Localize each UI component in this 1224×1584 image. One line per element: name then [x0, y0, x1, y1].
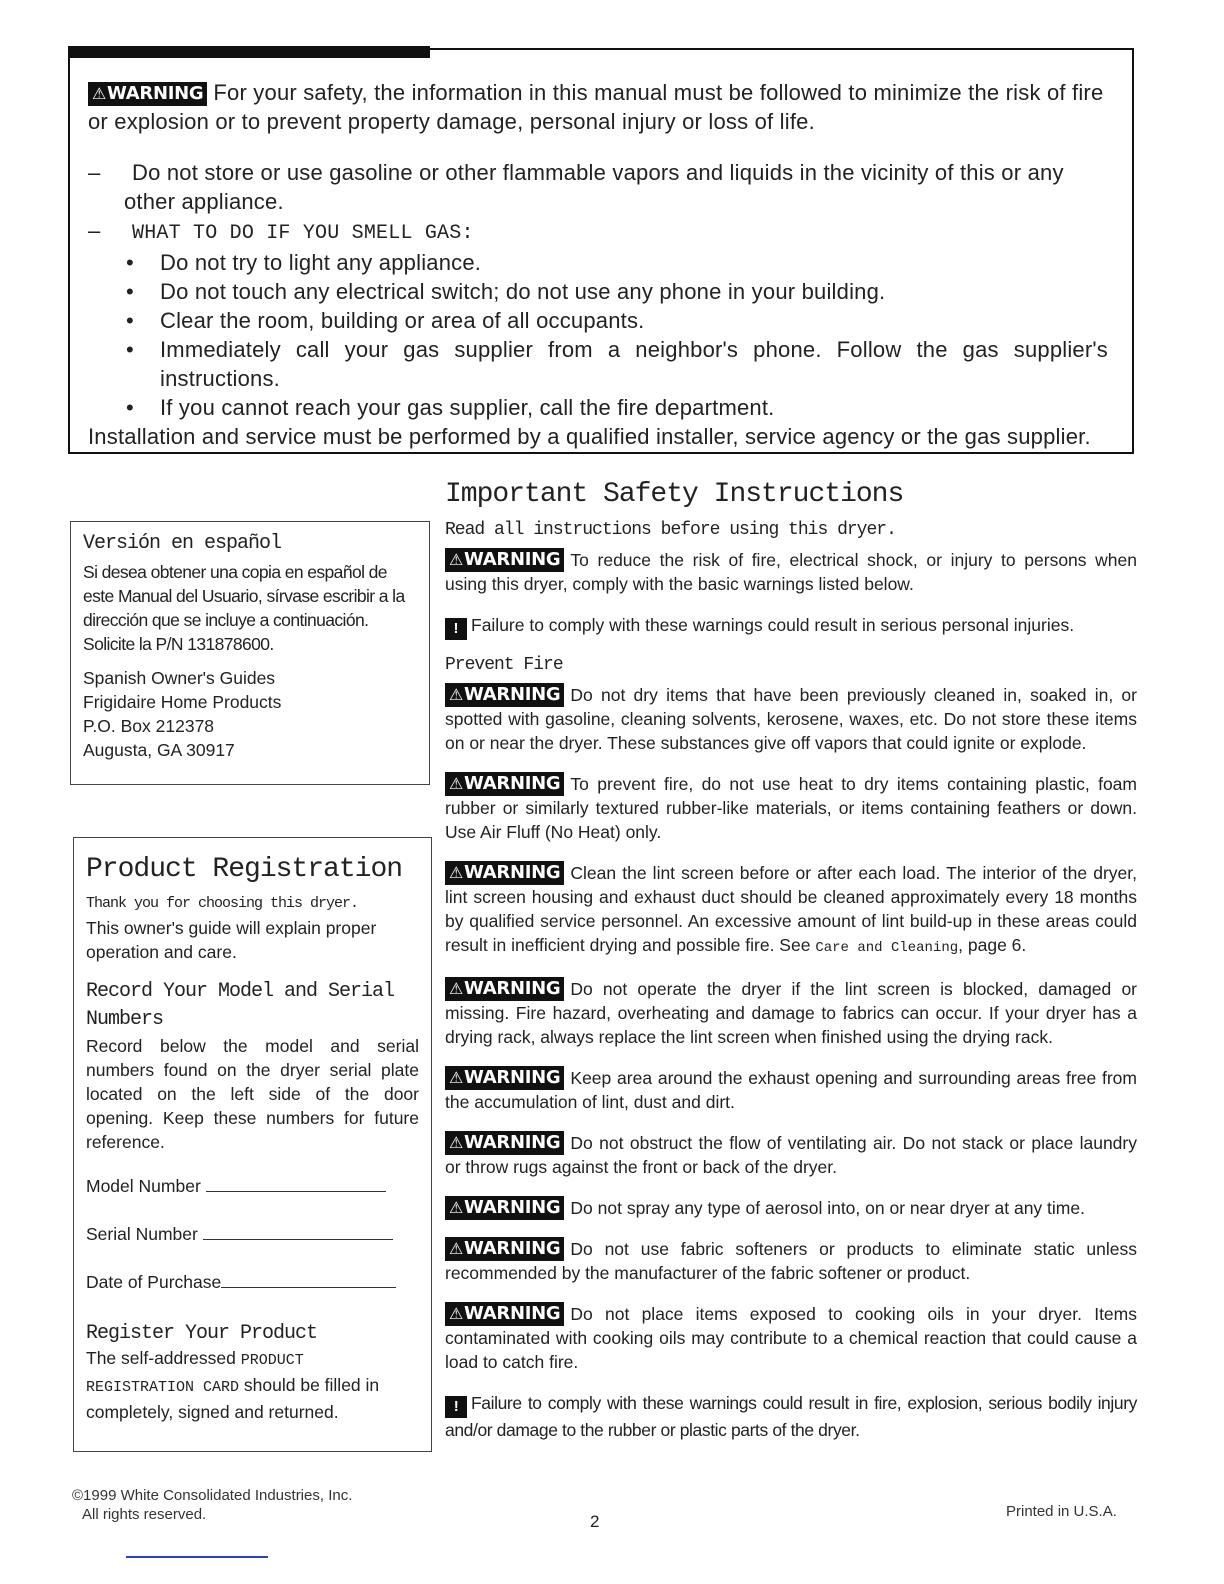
spanish-address [83, 666, 417, 762]
address-line: Augusta, GA 30917 [83, 740, 235, 760]
field-label: Model Number [86, 1176, 201, 1196]
prevent-fire-heading: Prevent Fire [445, 655, 563, 675]
caution-paragraph: ! Failure to comply with these warnings could result in fire, explosion, serious bodily injury and/or damage to the rubber or plastic parts of the dryer. [445, 1393, 1137, 1440]
gas-warning-footer: Installation and service must be performed by a qualified installer, service agency or the gas supplier. [88, 424, 1091, 449]
warning-triangle-icon: ⚠ [449, 1068, 464, 1087]
spanish-title: Versión en español [83, 532, 282, 555]
warning-paragraph: ⚠WARNING Do not dry items that have been previously cleaned in, soaked in, or spotted with gasoline, cleaning solvents, kerosene, waxes, etc. Do not store these items on or near the dryer. These substances give off vapors that could ignite or explode. [445, 684, 1137, 753]
field-label: Date of Purchase [86, 1272, 222, 1292]
warning-badge: ⚠WARNING [445, 548, 564, 572]
register-body: The self-addressed PRODUCT REGISTRATION CARD should be filled in completely, signed and returned. [86, 1348, 380, 1422]
warning-paragraph: ⚠WARNING Do not obstruct the flow of ventilating air. Do not stack or place laundry or throw rugs against the front or back of the dryer. [445, 1132, 1137, 1177]
warning-badge: ⚠WARNING [88, 82, 207, 106]
warning-triangle-icon: ⚠ [449, 774, 464, 793]
gas-warning-box [68, 48, 1134, 454]
safety-title: Important Safety Instructions [445, 479, 904, 510]
gas-warning-item: – Do not store or use gasoline or other flammable vapors and liquids in the vicinity of this or any other appliance. [88, 160, 1064, 214]
field-label: Serial Number [86, 1224, 198, 1244]
link-underline [126, 1556, 268, 1558]
list-item: • Clear the room, building or area of all occupants. [160, 306, 1108, 335]
gas-warning-intro: ⚠WARNING For your safety, the information in this manual must be followed to minimize the risk of fire or explosion or to prevent property damage, personal injury or loss of life. [88, 80, 1104, 134]
warning-paragraph: ⚠WARNING Do not place items exposed to cooking oils in your dryer. Items contaminated with cooking oils may contribute to a chemical reaction that could cause a load to catch fire. [445, 1303, 1137, 1372]
gas-warning-item: – WHAT TO DO IF YOU SMELL GAS: [88, 218, 474, 245]
copyright-line: All rights reserved. [82, 1506, 207, 1523]
warning-paragraph: ⚠WARNING Clean the lint screen before or after each load. The interior of the dryer, lint screen housing and exhaust duct should be cleaned approximately every 18 months by qualified service personnel. An excessive amount of lint build-up in these areas could result in inefficient drying and possible fire. See Care and Cleaning, page 6. [445, 862, 1137, 956]
spanish-body: Si desea obtener una copia en español de este Manual del Usuario, sírvase escribir a la dirección que se incluye a continuación. Solicite la P/N 131878600. [83, 562, 405, 654]
warning-badge: ⚠WARNING [445, 1196, 564, 1220]
address-line: P.O. Box 212378 [83, 716, 215, 736]
registration-title: Product Registration [86, 854, 403, 885]
warning-badge: ⚠WARNING [445, 1302, 564, 1326]
serial-number-field[interactable] [86, 1222, 419, 1246]
warning-triangle-icon: ⚠ [449, 1133, 464, 1152]
warning-triangle-icon: ⚠ [92, 84, 107, 103]
copyright [72, 1486, 352, 1524]
warning-badge: ⚠WARNING [445, 683, 564, 707]
warning-badge: ⚠WARNING [445, 772, 564, 796]
warning-triangle-icon: ⚠ [449, 1239, 464, 1258]
safety-instructions [445, 478, 1137, 1459]
warning-paragraph: ⚠WARNING Do not use fabric softeners or products to eliminate static unless recommended by the manufacturer of the fabric softener or product. [445, 1238, 1137, 1283]
gas-steps-list [88, 248, 1108, 422]
warning-badge: ⚠WARNING [445, 861, 564, 885]
list-item: • If you cannot reach your gas supplier, call the fire department. [160, 393, 1108, 422]
warning-paragraph: ⚠WARNING To reduce the risk of fire, electrical shock, or injury to persons when using this dryer, comply with the basic warnings listed below. [445, 549, 1137, 594]
record-heading: Record Your Model and Serial Numbers [86, 980, 395, 1031]
warning-triangle-icon: ⚠ [449, 685, 464, 704]
safety-subtitle: Read all instructions before using this dryer. [445, 520, 896, 540]
warning-paragraph: ⚠WARNING Keep area around the exhaust opening and surrounding areas free from the accumulation of lint, dust and dirt. [445, 1067, 1137, 1112]
model-number-field[interactable] [86, 1174, 419, 1198]
warning-triangle-icon: ! [445, 618, 467, 640]
warning-triangle-icon: ⚠ [449, 979, 464, 998]
warning-badge: ⚠WARNING [445, 1131, 564, 1155]
spanish-version-box [70, 521, 430, 785]
address-line: Spanish Owner's Guides [83, 668, 276, 688]
address-line: Frigidaire Home Products [83, 692, 282, 712]
record-body: Record below the model and serial numbers found on the dryer serial plate located on the left side of the door opening. Keep these numbers for future reference. [86, 1036, 419, 1152]
warning-triangle-icon: ⚠ [449, 1304, 464, 1323]
printed-in: Printed in U.S.A. [1006, 1503, 1117, 1520]
warning-badge: ⚠WARNING [445, 1066, 564, 1090]
warning-badge: ⚠WARNING [445, 977, 564, 1001]
warning-paragraph: ⚠WARNING Do not operate the dryer if the lint screen is blocked, damaged or missing. Fire hazard, overheating and damage to fabrics can occur. If your dryer has a drying rack, always replace the lint screen when finished using the drying rack. [445, 978, 1137, 1047]
care-cleaning-link[interactable]: Care and Cleaning [815, 940, 959, 956]
list-item: • Immediately call your gas supplier from a neighbor's phone. Follow the gas supplier's instructions. [160, 335, 1108, 393]
warning-paragraph: ⚠WARNING Do not spray any type of aerosol into, on or near dryer at any time. [445, 1196, 1137, 1220]
warning-triangle-icon: ! [445, 1396, 467, 1418]
warning-triangle-icon: ⚠ [449, 863, 464, 882]
warning-triangle-icon: ⚠ [449, 550, 464, 569]
registration-intro: This owner's guide will explain proper operation and care. [86, 918, 377, 962]
purchase-date-field[interactable] [86, 1270, 419, 1294]
caution-paragraph: ! Failure to comply with these warnings could result in serious personal injuries. [445, 613, 1137, 640]
warning-paragraph: ⚠WARNING To prevent fire, do not use heat to dry items containing plastic, foam rubber or similarly textured rubber-like materials, or items containing feathers or down. Use Air Fluff (No Heat) only. [445, 773, 1137, 842]
copyright-line: ©1999 White Consolidated Industries, Inc. [72, 1487, 353, 1504]
warning-badge: ⚠WARNING [445, 1237, 564, 1261]
page-number: 2 [590, 1512, 600, 1531]
list-item: • Do not try to light any appliance. [160, 248, 1108, 277]
registration-thanks: Thank you for choosing this dryer. [86, 895, 359, 912]
register-heading: Register Your Product [86, 1322, 318, 1345]
product-registration-box [73, 837, 432, 1452]
warning-triangle-icon: ⚠ [449, 1198, 464, 1217]
list-item: • Do not touch any electrical switch; do not use any phone in your building. [160, 277, 1108, 306]
